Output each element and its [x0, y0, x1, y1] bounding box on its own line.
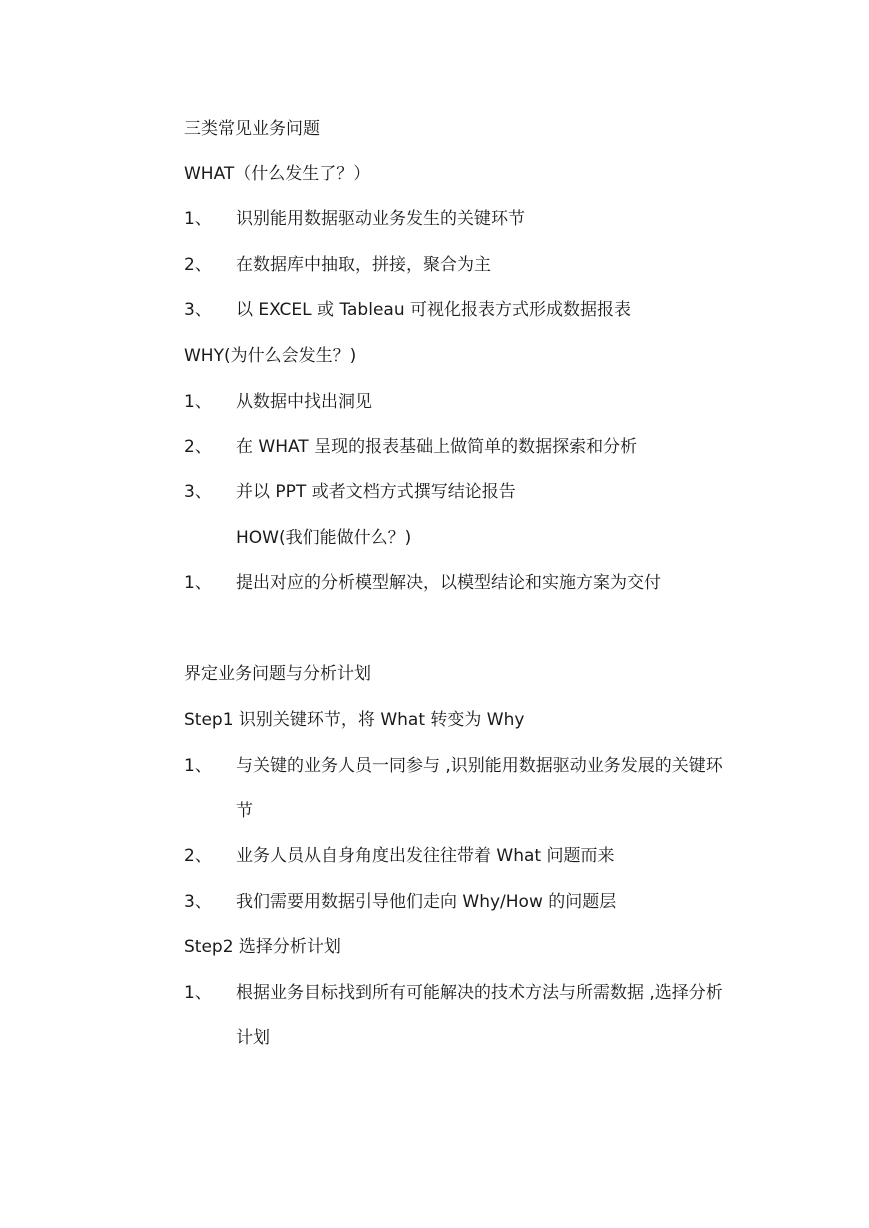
- why-title: WHY(为什么会发生？): [184, 346, 357, 366]
- list-item-text-continuation: 节: [236, 801, 253, 821]
- list-item-text: 并以 PPT 或者文档方式撰写结论报告: [236, 482, 516, 502]
- list-item-text-continuation: 计划: [236, 1028, 270, 1048]
- list-item-number: 2、: [184, 437, 212, 457]
- list-item-text: 以 EXCEL 或 Tableau 可视化报表方式形成数据报表: [236, 300, 632, 320]
- list-item-number: 1、: [184, 756, 212, 776]
- list-item-number: 1、: [184, 983, 212, 1003]
- list-item-number: 1、: [184, 392, 212, 412]
- list-item-text: 在数据库中抽取，拼接，聚合为主: [236, 255, 491, 275]
- list-item-text: 在 WHAT 呈现的报表基础上做简单的数据探索和分析: [236, 437, 638, 457]
- step1-title: Step1 识别关键环节，将 What 转变为 Why: [184, 710, 525, 730]
- how-title: HOW(我们能做什么？): [236, 528, 412, 548]
- list-item-number: 2、: [184, 255, 212, 275]
- list-item-number: 3、: [184, 892, 212, 912]
- list-item-text: 提出对应的分析模型解决，以模型结论和实施方案为交付: [236, 573, 661, 593]
- list-item-number: 2、: [184, 846, 212, 866]
- list-item-text: 与关键的业务人员一同参与 ,识别能用数据驱动业务发展的关键环: [236, 756, 723, 776]
- list-item-number: 1、: [184, 209, 212, 229]
- section-heading: 界定业务问题与分析计划: [184, 664, 371, 684]
- what-title: WHAT（什么发生了？）: [184, 164, 371, 184]
- list-item-number: 3、: [184, 482, 212, 502]
- list-item-number: 1、: [184, 573, 212, 593]
- list-item-number: 3、: [184, 300, 212, 320]
- section-heading: 三类常见业务问题: [184, 119, 320, 139]
- step2-title: Step2 选择分析计划: [184, 937, 341, 957]
- list-item-text: 根据业务目标找到所有可能解决的技术方法与所需数据 ,选择分析: [236, 983, 723, 1003]
- list-item-text: 我们需要用数据引导他们走向 Why/How 的问题层: [236, 892, 617, 912]
- list-item-text: 识别能用数据驱动业务发生的关键环节: [236, 209, 525, 229]
- list-item-text: 从数据中找出洞见: [236, 392, 372, 412]
- list-item-text: 业务人员从自身角度出发往往带着 What 问题而来: [236, 846, 615, 866]
